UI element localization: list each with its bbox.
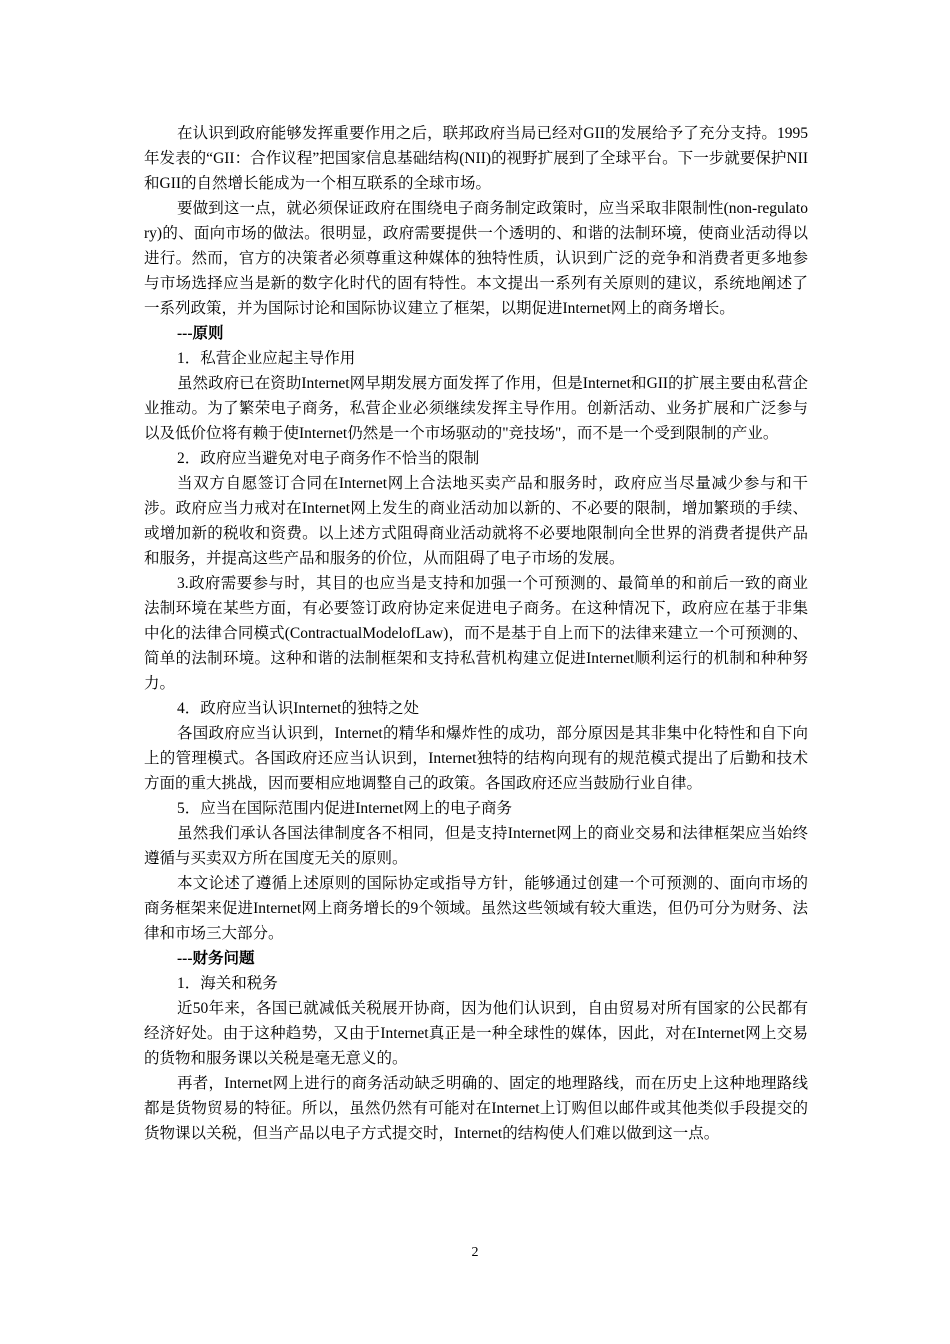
body-paragraph: 各国政府应当认识到，Internet的精华和爆炸性的成功，部分原因是其非集中化特性和自下向上的管理模式。各国政府还应当认识到，Internet独特的结构向现有的规范模式提出了后勤和技术方面的重大挑战，因而要相应地调整自己的政策。各国政府还应当鼓励行业自律。 bbox=[144, 725, 808, 792]
body-paragraph: 本文论述了遵循上述原则的国际协定或指导方针，能够通过创建一个可预测的、面向市场的商务框架来促进Internet网上商务增长的9个领域。虽然这些领域有较大重迭，但仍可分为财务、法律和市场三大部分。 bbox=[144, 875, 808, 942]
body-paragraph: 要做到这一点，就必须保证政府在围绕电子商务制定政策时，应当采取非限制性(non-regulatory)的、面向市场的做法。很明显，政府需要提供一个透明的、和谐的法制环境，使商业活动得以进行。然而，官方的决策者必须尊重这种媒体的独特性质，认识到广泛的竞争和消费者更多地参与市场选择应当是新的数字化时代的固有特性。本文提出一系列有关原则的建议，系统地阐述了一系列政策，并为国际讨论和国际协议建立了框架，以期促进Internet网上的商务增长。 bbox=[144, 200, 808, 317]
principle-heading: 5．应当在国际范围内促进Internet网上的电子商务 bbox=[177, 800, 512, 817]
subsection-heading: 1．海关和税务 bbox=[177, 975, 278, 992]
body-paragraph: 当双方自愿签订合同在Internet网上合法地买卖产品和服务时，政府应当尽量减少参与和干涉。政府应当力戒对在Internet网上发生的商业活动加以新的、不必要的限制，增加繁琐的手续、或增加新的税收和资费。以上述方式阻碍商业活动就将不必要地限制向全世界的消费者提供产品和服务，并提高这些产品和服务的价位，从而阻碍了电子市场的发展。 bbox=[144, 475, 808, 567]
principle-heading: 1．私营企业应起主导作用 bbox=[177, 350, 356, 367]
section-heading-finance: ---财务问题 bbox=[177, 950, 255, 967]
section-heading-principles: ---原则 bbox=[177, 325, 224, 342]
body-paragraph: 虽然政府已在资助Internet网早期发展方面发挥了作用，但是Internet和GII的扩展主要由私营企业推动。为了繁荣电子商务，私营企业必须继续发挥主导作用。创新活动、业务扩展和广泛参与以及低价位将有赖于使Internet仍然是一个市场驱动的"竞技场"，而不是一个受到限制的产业。 bbox=[144, 375, 808, 442]
body-paragraph: 在认识到政府能够发挥重要作用之后，联邦政府当局已经对GII的发展给予了充分支持。1995年发表的“GII：合作议程”把国家信息基础结构(NII)的视野扩展到了全球平台。下一步就要保护NII和GII的自然增长能成为一个相互联系的全球市场。 bbox=[144, 125, 808, 192]
body-paragraph: 3.政府需要参与时，其目的也应当是支持和加强一个可预测的、最简单的和前后一致的商业法制环境在某些方面，有必要签订政府协定来促进电子商务。在这种情况下，政府应在基于非集中化的法律合同模式(ContractualModelofLaw)，而不是基于自上而下的法律来建立一个可预测的、简单的法制环境。这种和谐的法制框架和支持私营机构建立促进Internet顺利运行的机制和种种努力。 bbox=[144, 575, 808, 692]
body-paragraph: 近50年来，各国已就减低关税展开协商，因为他们认识到，自由贸易对所有国家的公民都有经济好处。由于这种趋势，又由于Internet真正是一种全球性的媒体，因此，对在Internet网上交易的货物和服务课以关税是毫无意义的。 bbox=[144, 1000, 808, 1067]
document-body bbox=[144, 121, 808, 1146]
page-number: 2 bbox=[471, 1245, 479, 1260]
body-paragraph: 再者，Internet网上进行的商务活动缺乏明确的、固定的地理路线，而在历史上这种地理路线都是货物贸易的特征。所以，虽然仍然有可能对在Internet上订购但以邮件或其他类似手段提交的货物课以关税，但当产品以电子方式提交时，Internet的结构使人们难以做到这一点。 bbox=[144, 1075, 808, 1142]
body-paragraph: 虽然我们承认各国法律制度各不相同，但是支持Internet网上的商业交易和法律框架应当始终遵循与买卖双方所在国度无关的原则。 bbox=[144, 825, 808, 867]
principle-heading: 2．政府应当避免对电子商务作不恰当的限制 bbox=[177, 450, 480, 467]
principle-heading: 4．政府应当认识Internet的独特之处 bbox=[177, 700, 419, 717]
